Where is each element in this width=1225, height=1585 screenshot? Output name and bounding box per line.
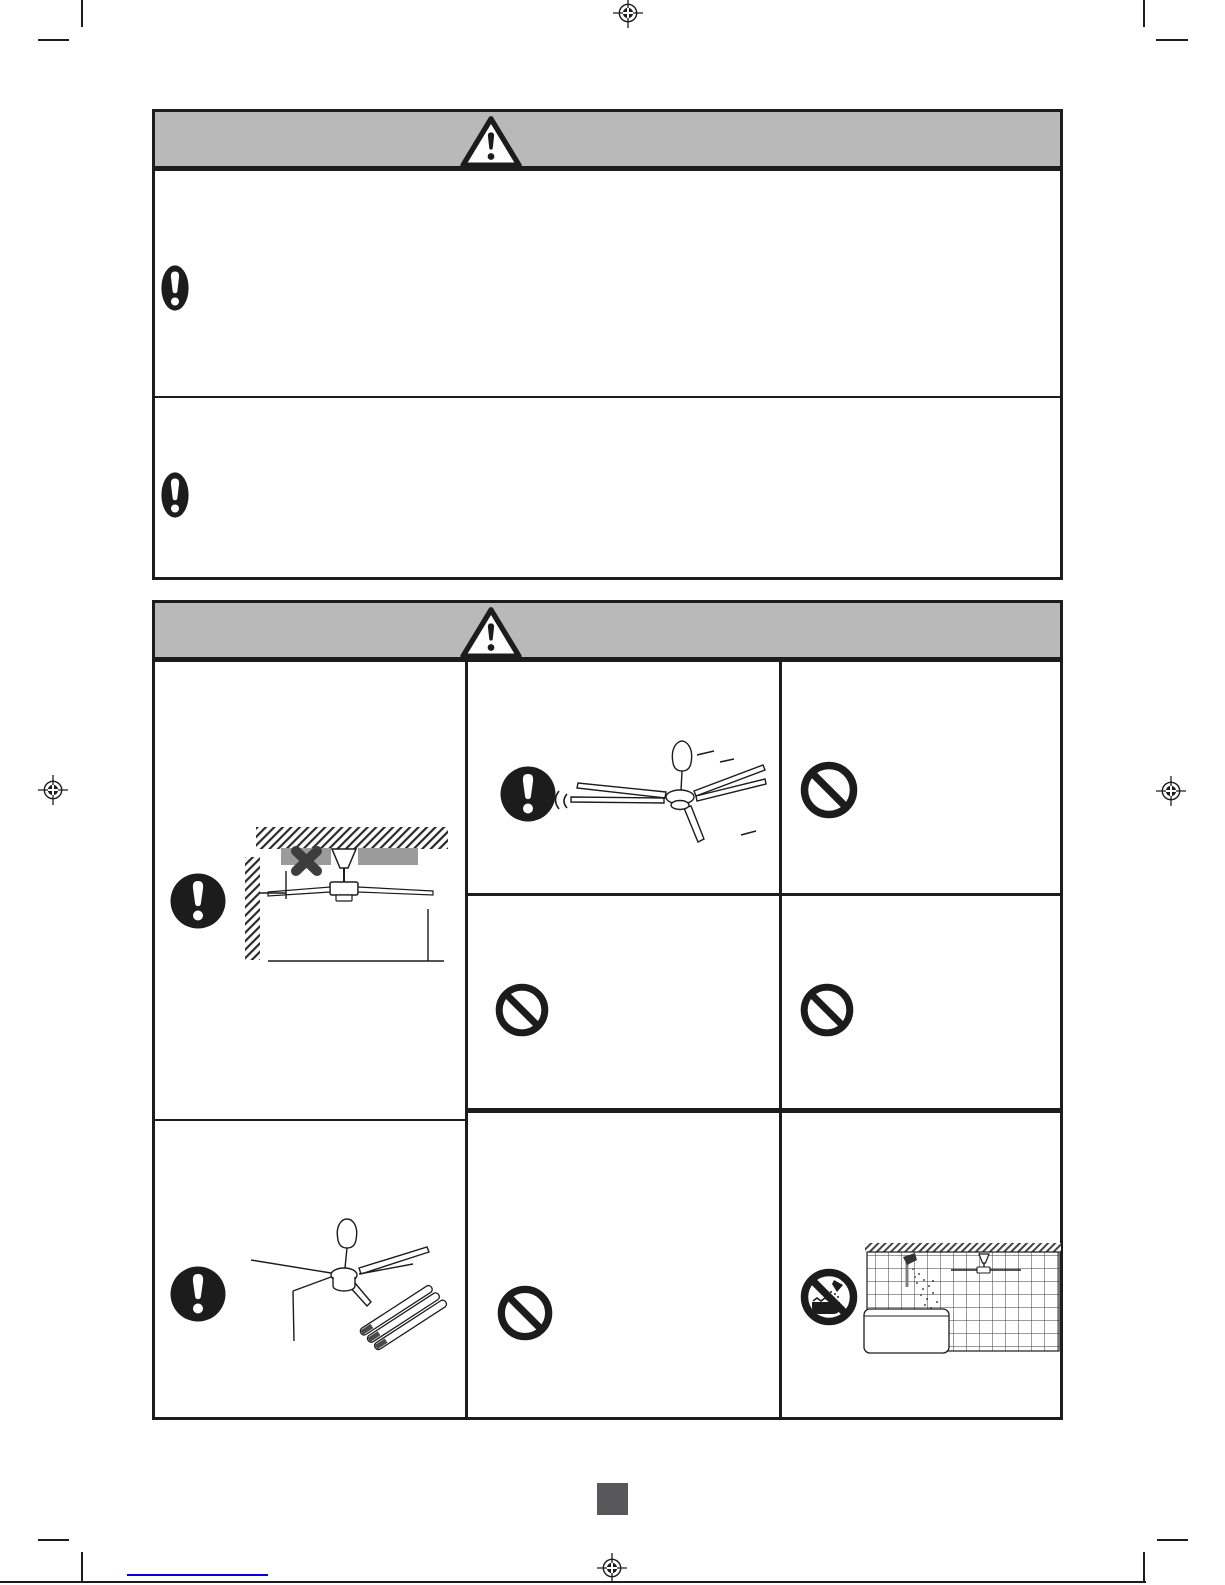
trim-mark-bottom-right-horizontal bbox=[1157, 1539, 1188, 1541]
warning-table bbox=[152, 109, 1063, 580]
warning-table-header bbox=[155, 112, 1060, 171]
trim-mark-top-left-horizontal bbox=[38, 39, 69, 41]
footer-link-underline[interactable] bbox=[127, 1574, 268, 1576]
mandatory-exclamation-icon bbox=[170, 1266, 226, 1322]
registration-mark-top bbox=[613, 0, 643, 28]
mandatory-exclamation-icon bbox=[161, 265, 189, 311]
trim-mark-top-right-vertical bbox=[1143, 0, 1145, 27]
registration-mark-bottom bbox=[597, 1553, 627, 1583]
mandatory-exclamation-icon bbox=[170, 873, 226, 929]
cell-fan-wobble bbox=[468, 662, 779, 893]
prohibition-icon bbox=[800, 981, 854, 1039]
cell-prohibited-bottom-center bbox=[468, 1113, 779, 1417]
mandatory-exclamation-icon bbox=[161, 472, 189, 518]
no-bathroom-icon bbox=[800, 1268, 858, 1326]
registration-mark-left bbox=[38, 775, 68, 805]
warning-row-divider bbox=[155, 396, 1060, 398]
registration-mark-right bbox=[1156, 776, 1186, 806]
cell-prohibited-mid-center bbox=[468, 896, 779, 1108]
prohibition-icon bbox=[497, 1284, 553, 1342]
caution-table bbox=[152, 600, 1063, 1420]
prohibition-icon bbox=[800, 761, 858, 819]
caution-table-header bbox=[155, 603, 1060, 662]
cell-prohibited-mid-right bbox=[782, 896, 1063, 1108]
bottom-edge-rule bbox=[0, 1581, 1146, 1583]
trim-mark-top-left-vertical bbox=[81, 0, 83, 27]
trim-mark-bottom-left-vertical bbox=[81, 1552, 83, 1583]
warning-triangle-icon bbox=[458, 114, 524, 170]
cell-no-bathroom-use bbox=[782, 1113, 1063, 1417]
trim-mark-bottom-left-horizontal bbox=[38, 1539, 69, 1541]
cell-install-clearance bbox=[155, 662, 465, 1119]
trim-mark-top-right-horizontal bbox=[1156, 39, 1188, 41]
cell-blade-assembly bbox=[155, 1121, 465, 1417]
wobbling-ceiling-fan-illustration bbox=[545, 739, 767, 861]
ceiling-wall-clearance-diagram bbox=[228, 821, 458, 971]
fan-with-detached-blades-illustration bbox=[241, 1216, 449, 1358]
warning-triangle-icon bbox=[458, 605, 524, 661]
page-number-box bbox=[597, 1483, 628, 1515]
trim-mark-bottom-right-vertical bbox=[1143, 1552, 1145, 1583]
cell-prohibited-top-right bbox=[782, 662, 1063, 893]
prohibition-icon bbox=[495, 981, 549, 1039]
bathroom-shower-scene-illustration bbox=[863, 1243, 1063, 1355]
